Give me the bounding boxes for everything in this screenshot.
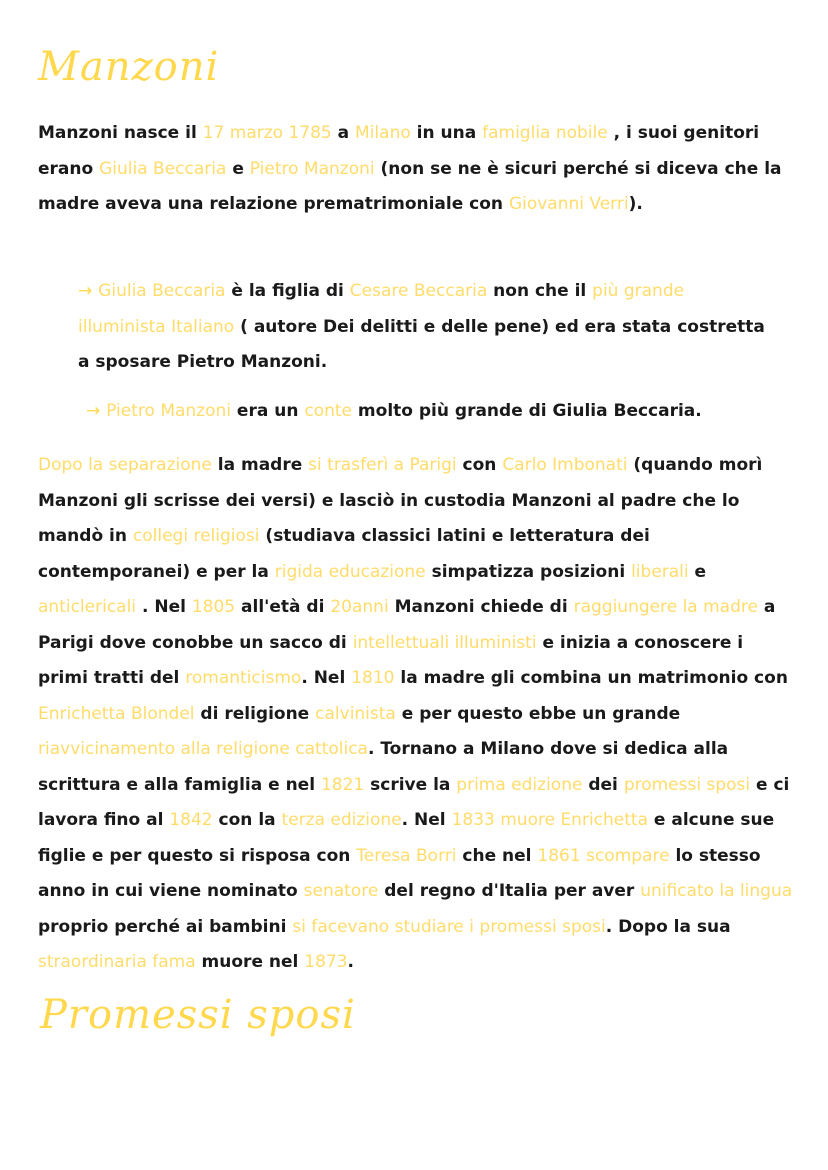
highlight: raggiungere la madre — [573, 597, 758, 617]
highlight: Cesare Beccaria — [349, 281, 488, 301]
highlight: 20anni — [330, 597, 389, 617]
highlight: Pietro Manzoni — [106, 401, 231, 421]
highlight: 1805 — [191, 597, 236, 617]
biography-paragraph — [38, 448, 798, 981]
heading-promessi-sposi: Promessi sposi — [40, 992, 356, 1038]
text: non che il — [487, 281, 593, 301]
text: la madre — [211, 455, 309, 475]
text: e — [226, 158, 250, 179]
text: del regno d'Italia per aver — [378, 881, 641, 901]
text: Manzoni chiede di — [388, 597, 574, 617]
text: è la figlia di — [225, 281, 350, 301]
text: a Parigi dove conobbe un sacco di — [38, 597, 776, 653]
text: era un — [231, 401, 305, 421]
text: all'età di — [235, 597, 331, 617]
text: simpatizza posizioni — [425, 561, 632, 582]
highlight: Pietro Manzoni — [249, 158, 375, 179]
text: molto più grande di Giulia Beccaria. — [352, 401, 702, 421]
highlight: 1810 — [351, 668, 395, 688]
highlight: più grande illuminista Italiano — [78, 281, 685, 337]
highlight: famiglia nobile — [482, 123, 608, 143]
highlight: promessi sposi — [623, 774, 751, 795]
highlight: 1861 scompare — [537, 845, 670, 866]
highlight: collegi religiosi — [132, 526, 260, 546]
text: . Tornano a Milano dove si dedica alla scrittura e alla famiglia e nel — [38, 739, 729, 795]
text: con la — [212, 810, 282, 830]
highlight: 1873 — [304, 952, 348, 972]
text: che nel — [456, 845, 538, 866]
highlight: Carlo Imbonati — [502, 455, 628, 475]
text: dei — [582, 774, 624, 795]
highlight: Enrichetta Blondel — [38, 703, 195, 724]
bullet-pietro-manzoni — [86, 394, 806, 430]
text: e alcune sue figlie e per questo si risposa con — [38, 810, 775, 866]
highlight: Dopo la separazione — [38, 455, 212, 475]
highlight: Giulia Beccaria — [98, 281, 226, 301]
highlight: 1833 muore Enrichetta — [451, 810, 649, 830]
text: (quando morì Manzoni gli scrisse dei versi) e lasciò in custodia Manzoni al padre che lo mandò in — [38, 455, 763, 546]
text: e inizia a conoscere i primi tratti del — [38, 632, 744, 688]
highlight: Giovanni Verri — [508, 194, 629, 214]
highlight: liberali — [631, 561, 689, 582]
highlight: 1821 — [320, 774, 365, 795]
text: (non se ne è sicuri perché si diceva che la madre aveva una relazione prematrimoniale con — [38, 158, 782, 214]
text: (studiava classici latini e letteratura dei contemporanei) e per la — [38, 526, 650, 582]
bullet-giulia-beccaria — [78, 274, 768, 381]
highlight: riavvicinamento alla religione cattolica — [38, 739, 368, 759]
text: . Nel — [136, 597, 192, 617]
text: ( autore Dei delitti e delle pene) ed era stata costretta a sposare Pietro Manzoni. — [78, 316, 765, 372]
text: muore nel — [195, 952, 305, 972]
text: ). — [628, 194, 643, 214]
text: . Nel — [301, 668, 352, 688]
highlight: 1842 — [169, 810, 213, 830]
text: e ci lavora fino al — [38, 774, 790, 830]
highlight: Milano — [355, 123, 411, 143]
text: e per questo ebbe un grande — [395, 703, 681, 724]
text: Manzoni nasce il — [38, 123, 203, 143]
highlight: Teresa Borri — [356, 845, 457, 866]
text: lo stesso anno in cui viene nominato — [38, 845, 761, 901]
text: a — [331, 123, 356, 143]
highlight: unificato la lingua — [640, 881, 793, 901]
text: la madre gli combina un matrimonio con — [394, 668, 788, 688]
text: proprio perché ai bambini — [38, 916, 293, 937]
heading-manzoni: Manzoni — [38, 44, 220, 90]
highlight: romanticismo — [185, 668, 302, 688]
arrow-icon: → — [86, 401, 101, 421]
highlight: senatore — [303, 881, 379, 901]
highlight: rigida educazione — [274, 561, 426, 582]
highlight: prima edizione — [456, 774, 583, 795]
arrow-icon: → — [78, 281, 93, 301]
highlight: conte — [304, 401, 353, 421]
intro-paragraph — [38, 116, 798, 223]
highlight: terza edizione — [281, 810, 402, 830]
text: di religione — [194, 703, 316, 724]
text: , i suoi genitori erano — [38, 123, 760, 179]
text: con — [456, 455, 503, 475]
highlight: calvinista — [315, 703, 396, 724]
highlight: straordinaria fama — [38, 952, 196, 972]
highlight: intellettuali illuministi — [352, 632, 537, 653]
text: in una — [410, 123, 483, 143]
text: . — [347, 952, 354, 972]
highlight: Giulia Beccaria — [99, 158, 227, 179]
text: . Dopo la sua — [605, 916, 731, 937]
highlight: 17 marzo 1785 — [202, 123, 332, 143]
text: . Nel — [401, 810, 452, 830]
highlight: si facevano studiare i promessi sposi — [292, 916, 606, 937]
text: scrive la — [364, 774, 457, 795]
text: e — [688, 561, 707, 582]
highlight: anticlericali — [38, 597, 137, 617]
highlight: si trasferì a Parigi — [308, 455, 457, 475]
